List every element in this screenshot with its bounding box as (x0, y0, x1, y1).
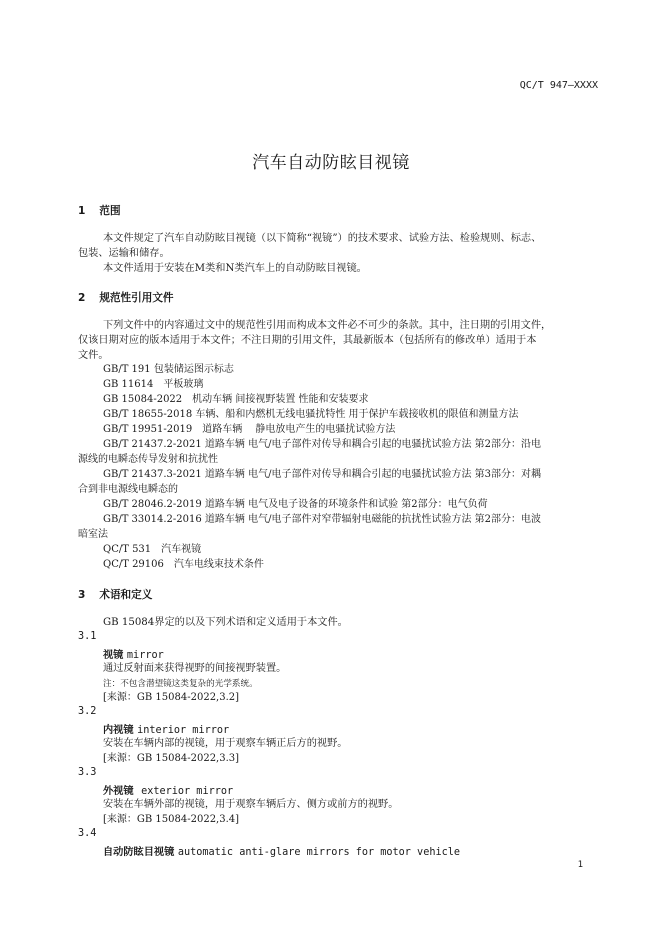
ref-item: GB 15084-2022 机动车辆 间接视野装置 性能和安装要求 (103, 394, 369, 405)
term-definition: 安装在车辆内部的视镜，用于观察车辆正后方的视野。 (103, 738, 348, 749)
term-note: 注：不包含潜望镜这类复杂的光学系统。 (103, 679, 258, 689)
section-1-para1-line1: 本文件规定了汽车自动防眩目视镜（以下简称“视镜”）的技术要求、试验方法、检验规则、标志、 (103, 233, 542, 244)
ref-item: GB/T 191 包装储运图示标志 (103, 364, 234, 375)
term-number: 3.2 (78, 706, 97, 717)
term-heading (103, 646, 164, 661)
term-number: 3.4 (78, 828, 97, 839)
section-2-number: 2 (78, 292, 86, 304)
term-source: [来源：GB 15084-2022,3.3] (103, 753, 240, 764)
term-definition: 通过反射面来获得视野的间接视野装置。 (103, 663, 287, 674)
term-zh: 外视镜 (103, 786, 134, 797)
ref-item: GB/T 28046.2-2019 道路车辆 电气及电子设备的环境条件和试验 第2部分：电气负荷 (103, 499, 488, 510)
term-number: 3.3 (78, 767, 97, 778)
term-en: mirror (126, 650, 164, 661)
section-3-intro: GB 15084界定的以及下列术语和定义适用于本文件。 (103, 617, 348, 628)
section-3-title: 术语和定义 (99, 589, 153, 601)
ref-item: GB/T 33014.2-2016 道路车辆 电气/电子部件对窄带辐射电磁能的抗扰性试验方法 第2部分：电波 (103, 514, 542, 525)
term-zh: 视镜 (103, 650, 124, 661)
ref-item: GB/T 21437.3-2021 道路车辆 电气/电子部件对传导和耦合引起的电骚扰试验方法 第3部分：对耦 (103, 469, 542, 480)
section-3-number: 3 (78, 589, 86, 601)
term-heading (103, 843, 460, 858)
ref-item: QC/T 531 汽车视镜 (103, 544, 202, 555)
section-1-heading (78, 203, 121, 218)
term-number: 3.1 (78, 631, 97, 642)
term-zh: 内视镜 (103, 725, 134, 736)
ref-item-continued: 合到非电源线电瞬态的 (78, 484, 178, 495)
section-2-title: 规范性引用文件 (99, 292, 174, 304)
page-number: 1 (577, 860, 583, 870)
ref-item-continued: 源线的电瞬态传导发射和抗扰性 (78, 454, 218, 465)
ref-item-continued: 暗室法 (78, 529, 108, 540)
term-en: exterior mirror (141, 786, 234, 797)
term-source: [来源：GB 15084-2022,3.4] (103, 814, 240, 825)
section-1-number: 1 (78, 205, 86, 217)
term-source: [来源：GB 15084-2022,3.2] (103, 692, 240, 703)
section-2-intro-line2: 仅该日期对应的版本适用于本文件；不注日期的引用文件，其最新版本（包括所有的修改单）适用于本 (78, 335, 537, 346)
term-zh: 自动防眩目视镜 (103, 847, 175, 858)
term-en: interior mirror (137, 725, 230, 736)
ref-item: GB/T 21437.2-2021 道路车辆 电气/电子部件对传导和耦合引起的电骚扰试验方法 第2部分：沿电 (103, 439, 542, 450)
ref-item: GB 11614 平板玻璃 (103, 379, 204, 390)
section-3-heading (78, 587, 152, 602)
section-1-title: 范围 (99, 205, 121, 217)
ref-item: GB/T 18655-2018 车辆、船和内燃机无线电骚扰特性 用于保护车载接收机的限值和测量方法 (103, 409, 519, 420)
term-definition: 安装在车辆外部的视镜，用于观察车辆后方、侧方或前方的视野。 (103, 799, 399, 810)
section-2-intro-line3: 文件。 (78, 350, 109, 361)
section-1-para1-line2: 包装、运输和储存。 (78, 248, 170, 259)
ref-item: QC/T 29106 汽车电线束技术条件 (103, 559, 264, 570)
term-heading (103, 721, 229, 736)
ref-item: GB/T 19951-2019 道路车辆 静电放电产生的电骚扰试验方法 (103, 424, 396, 435)
section-2-heading (78, 290, 174, 305)
section-1-para2: 本文件适用于安装在M类和N类汽车上的自动防眩目视镜。 (103, 263, 367, 274)
term-heading (103, 782, 233, 797)
header-doc-code: QC/T 947—XXXX (519, 80, 598, 91)
term-en: automatic anti-glare mirrors for motor vehicle (177, 847, 460, 858)
section-2-intro-line1: 下列文件中的内容通过文中的规范性引用而构成本文件必不可少的条款。其中，注日期的引用文件， (103, 320, 552, 331)
page-title: 汽车自动防眩目视镜 (252, 153, 410, 173)
